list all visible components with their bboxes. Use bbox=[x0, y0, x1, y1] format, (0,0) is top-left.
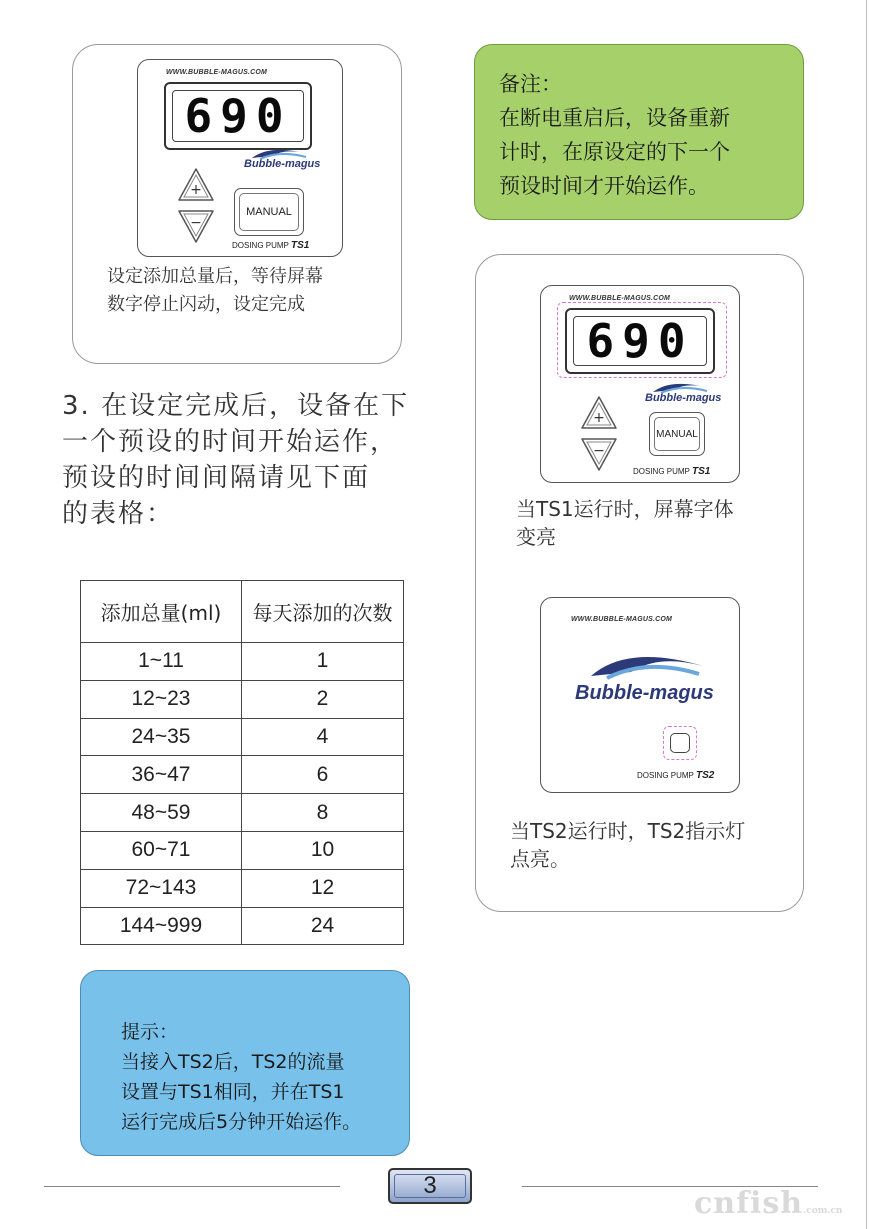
minus-button-icon[interactable] bbox=[579, 436, 619, 474]
model-label: DOSING PUMP TS1 bbox=[633, 466, 711, 477]
wave-logo-icon bbox=[250, 144, 310, 160]
panel-setup-card bbox=[72, 44, 402, 364]
ts1-running-caption: 当TS1运行时，屏幕字体 变亮 bbox=[516, 497, 734, 549]
device-ts2 bbox=[540, 597, 740, 793]
table-row: 144~999 24 bbox=[81, 907, 404, 945]
model-label: DOSING PUMP TS1 bbox=[232, 240, 310, 251]
ts2-running-caption: 当TS2运行时，TS2指示灯 点亮。 bbox=[510, 819, 746, 871]
svg-text:−: − bbox=[190, 215, 202, 231]
lcd-display-value: 690 bbox=[184, 89, 292, 143]
footer-rule-left bbox=[44, 1186, 340, 1187]
manual-button[interactable]: MANUAL bbox=[649, 412, 705, 456]
manual-button[interactable]: MANUAL bbox=[234, 188, 304, 236]
minus-button-icon[interactable] bbox=[176, 208, 216, 246]
table-row: 72~143 12 bbox=[81, 869, 404, 907]
bubble-magus-logo-large: Bubble-magus bbox=[575, 682, 714, 704]
ts2-indicator-light bbox=[670, 733, 690, 753]
lcd-display-value: 690 bbox=[586, 314, 694, 368]
wave-logo-icon bbox=[587, 644, 707, 680]
svg-text:−: − bbox=[593, 443, 605, 459]
note-restart-box bbox=[474, 44, 804, 220]
panel-setup-caption: 设定添加总量后，等待屏幕 数字停止闪动，设定完成 bbox=[107, 266, 323, 315]
plus-button-icon[interactable] bbox=[579, 394, 619, 432]
table-header-row bbox=[81, 581, 404, 643]
tip-ts2-text: 提示： 当接入TS2后，TS2的流量 设置与TS1相同，并在TS1 运行完成后5分钟开始运作。 bbox=[121, 1021, 362, 1133]
header-times-per-day: 每天添加的次数 bbox=[242, 581, 404, 643]
note-restart-text: 备注： 在断电重启后，设备重新 计时，在原设定的下一个 预设时间才开始运作。 bbox=[499, 72, 730, 198]
bubble-magus-logo: Bubble-magus bbox=[645, 392, 721, 404]
tip-ts2-box bbox=[80, 970, 410, 1156]
page-number: 3 bbox=[423, 1172, 437, 1199]
device-url: WWW.BUBBLE-MAGUS.COM bbox=[569, 295, 671, 302]
device-url: WWW.BUBBLE-MAGUS.COM bbox=[571, 616, 673, 623]
wave-logo-icon bbox=[651, 378, 711, 394]
bubble-magus-logo: Bubble-magus bbox=[244, 158, 320, 170]
table-row: 60~71 10 bbox=[81, 831, 404, 869]
step-3-text: 3. 在设定完成后，设备在下 一个预设的时间开始运作， 预设的时间间隔请见下面 的表格： bbox=[62, 391, 410, 529]
table-row: 12~23 2 bbox=[81, 680, 404, 718]
device-ts1-running bbox=[540, 285, 740, 483]
lcd-screen bbox=[164, 82, 312, 150]
table-row: 1~11 1 bbox=[81, 643, 404, 681]
device-url: WWW.BUBBLE-MAGUS.COM bbox=[166, 69, 268, 76]
site-watermark: cnfish.com.cn bbox=[694, 1186, 843, 1221]
device-ts1-front bbox=[137, 59, 343, 257]
header-total-volume: 添加总量(ml) bbox=[81, 581, 242, 643]
table-row: 24~35 4 bbox=[81, 718, 404, 756]
svg-text:+: + bbox=[593, 410, 605, 426]
panel-run-indicators-card bbox=[475, 254, 804, 912]
model-label: DOSING PUMP TS2 bbox=[637, 770, 715, 781]
interval-table bbox=[80, 580, 404, 945]
lcd-screen bbox=[565, 308, 715, 374]
page-number-badge bbox=[388, 1168, 472, 1204]
page-edge-line bbox=[866, 0, 867, 1229]
plus-button-icon[interactable] bbox=[176, 166, 216, 204]
table-row: 36~47 6 bbox=[81, 756, 404, 794]
table-row: 48~59 8 bbox=[81, 794, 404, 832]
svg-text:+: + bbox=[190, 182, 202, 198]
